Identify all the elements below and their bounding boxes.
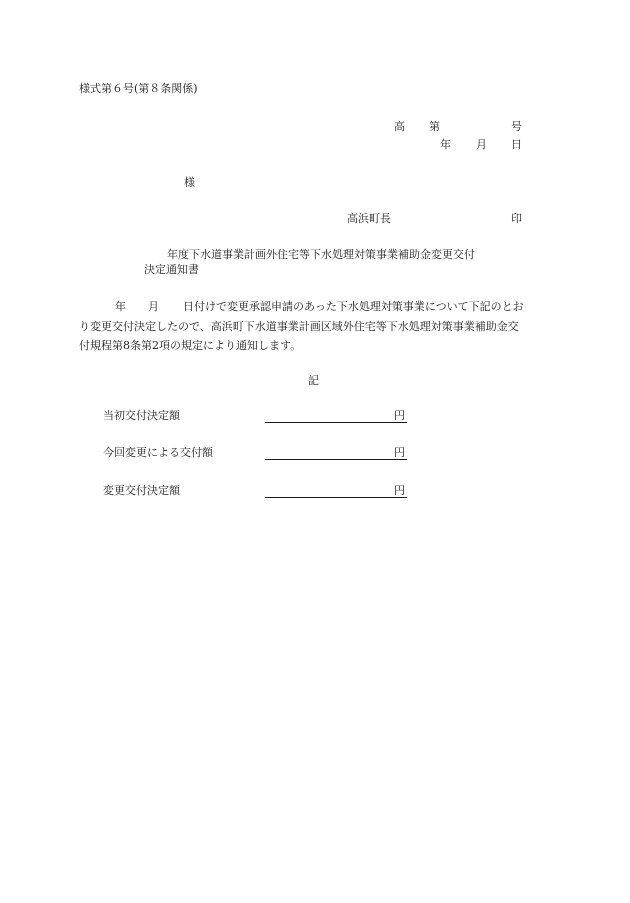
body-paragraph (79, 297, 551, 356)
date-year-label: 年 (440, 138, 451, 151)
issue-number-line (394, 121, 522, 135)
document-title-line-1: 年度下水道事業計画外住宅等下水処理対策事業補助金変更交付 (167, 248, 475, 261)
amount-unit: 円 (394, 484, 405, 497)
issue-prefix: 高 (394, 120, 405, 133)
issue-dai: 第 (429, 120, 440, 133)
date-line (440, 139, 522, 153)
amount-blank-line (265, 485, 407, 498)
date-month-label: 月 (476, 138, 487, 151)
amount-unit: 円 (394, 446, 405, 459)
amount-label: 当初交付決定額 (103, 409, 180, 422)
body-year-label: 年 (115, 300, 126, 313)
amount-label: 今回変更による交付額 (103, 446, 213, 459)
addressee-honorific: 様 (184, 176, 195, 189)
amount-row-initial (103, 410, 407, 426)
issue-go: 号 (511, 120, 522, 133)
amount-blank-line (265, 410, 407, 423)
body-line-1 (79, 297, 551, 317)
seal-mark: 印 (511, 212, 522, 225)
amount-label: 変更交付決定額 (103, 484, 180, 497)
amount-blank-line (265, 447, 407, 460)
body-line-2: り変更交付決定したので、高浜町下水道事業計画区域外住宅等下水処理対策事業補助金交 (79, 319, 519, 333)
form-number: 様式第６号(第８条関係) (79, 82, 198, 95)
amount-row-change (103, 447, 407, 463)
amount-row-final (103, 485, 407, 501)
body-line-3: 付規程第8条第2項の規定により通知します。 (79, 339, 302, 352)
body-month-label: 月 (148, 300, 159, 313)
notes-heading: 記 (308, 374, 319, 387)
document-title-line-2: 決定通知書 (144, 263, 199, 276)
sender-name: 高浜町長 (347, 212, 391, 225)
date-day-label: 日 (511, 138, 522, 151)
amount-unit: 円 (394, 409, 405, 422)
body-line-1-text: 日付けで変更承認申請のあった下水処理対策事業について下記のとお (183, 300, 524, 313)
